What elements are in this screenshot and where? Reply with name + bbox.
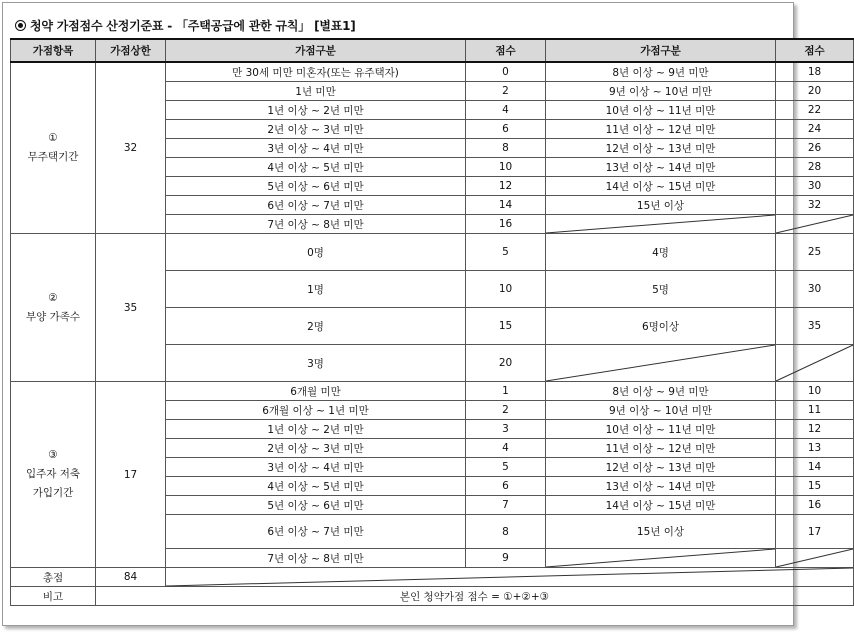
score-right: 26 [776, 139, 854, 158]
group-homeless-period [11, 62, 854, 234]
score-right: 16 [776, 496, 854, 515]
division-left: 1년 미만 [166, 82, 466, 101]
division-left: 2년 이상 ~ 3년 미만 [166, 120, 466, 139]
division-right: 13년 이상 ~ 14년 미만 [546, 158, 776, 177]
score-left: 3 [466, 420, 546, 439]
score-left: 8 [466, 515, 546, 549]
division-right: 11년 이상 ~ 12년 미만 [546, 439, 776, 458]
score-left: 9 [466, 549, 546, 568]
division-right: 10년 이상 ~ 11년 미만 [546, 101, 776, 120]
score-right: 24 [776, 120, 854, 139]
score-right: 32 [776, 196, 854, 215]
division-left: 4년 이상 ~ 5년 미만 [166, 158, 466, 177]
score-table [10, 38, 854, 606]
score-right: 28 [776, 158, 854, 177]
score-right: 30 [776, 271, 854, 308]
score-right: 22 [776, 101, 854, 120]
division-right-blank [546, 549, 776, 568]
header-division-right: 가점구분 [546, 39, 776, 62]
division-left: 6개월 이상 ~ 1년 미만 [166, 401, 466, 420]
division-right: 15년 이상 [546, 196, 776, 215]
division-left: 5년 이상 ~ 6년 미만 [166, 177, 466, 196]
division-left: 7년 이상 ~ 8년 미만 [166, 549, 466, 568]
note-row [11, 587, 854, 606]
division-left: 1명 [166, 271, 466, 308]
total-value: 84 [96, 568, 166, 587]
score-left: 5 [466, 234, 546, 271]
total-blank-cell [166, 568, 854, 587]
summary-rows [11, 568, 854, 606]
score-left: 10 [466, 271, 546, 308]
header-category: 가점항목 [11, 39, 96, 62]
note-text: 본인 청약가점 점수 = ①+②+③ [96, 587, 854, 606]
category-number: ② [48, 291, 58, 304]
score-right-blank [776, 215, 854, 234]
score-left: 4 [466, 439, 546, 458]
division-right: 6명이상 [546, 308, 776, 345]
division-left: 4년 이상 ~ 5년 미만 [166, 477, 466, 496]
total-label: 총점 [11, 568, 96, 587]
category-name: 무주택기간 [27, 151, 79, 163]
division-left: 5년 이상 ~ 6년 미만 [166, 496, 466, 515]
score-right: 25 [776, 234, 854, 271]
max-score-cell: 17 [96, 382, 166, 568]
division-right: 14년 이상 ~ 15년 미만 [546, 496, 776, 515]
score-right: 20 [776, 82, 854, 101]
table-header-row [11, 39, 854, 62]
division-left: 7년 이상 ~ 8년 미만 [166, 215, 466, 234]
division-right: 10년 이상 ~ 11년 미만 [546, 420, 776, 439]
division-right: 12년 이상 ~ 13년 미만 [546, 458, 776, 477]
score-right: 17 [776, 515, 854, 549]
category-cell [11, 62, 96, 234]
score-right: 13 [776, 439, 854, 458]
table-row [11, 382, 854, 401]
division-right: 8년 이상 ~ 9년 미만 [546, 382, 776, 401]
division-left: 6년 이상 ~ 7년 미만 [166, 515, 466, 549]
header-score-left: 점수 [466, 39, 546, 62]
title-text: 청약 가점점수 산정기준표 - 「주택공급에 관한 규칙」 [별표1] [30, 19, 356, 33]
category-name: 입주자 저축 [25, 468, 81, 480]
score-left: 1 [466, 382, 546, 401]
division-left: 6개월 미만 [166, 382, 466, 401]
category-number: ① [48, 132, 58, 144]
score-left: 2 [466, 401, 546, 420]
division-right: 12년 이상 ~ 13년 미만 [546, 139, 776, 158]
division-left: 3년 이상 ~ 4년 미만 [166, 139, 466, 158]
score-right: 35 [776, 308, 854, 345]
score-left: 15 [466, 308, 546, 345]
category-name: 가입기간 [32, 487, 74, 499]
division-right: 11년 이상 ~ 12년 미만 [546, 120, 776, 139]
score-right-blank [776, 345, 854, 382]
category-cell [11, 234, 96, 382]
score-left: 0 [466, 62, 546, 82]
score-left: 7 [466, 496, 546, 515]
division-right: 4명 [546, 234, 776, 271]
header-score-right: 점수 [776, 39, 854, 62]
score-left: 14 [466, 196, 546, 215]
score-left: 6 [466, 120, 546, 139]
header-max: 가점상한 [96, 39, 166, 62]
score-left: 8 [466, 139, 546, 158]
note-label: 비고 [11, 587, 96, 606]
division-right: 8년 이상 ~ 9년 미만 [546, 62, 776, 82]
group-savings-period [11, 382, 854, 568]
score-right: 11 [776, 401, 854, 420]
max-score-cell: 35 [96, 234, 166, 382]
division-right: 14년 이상 ~ 15년 미만 [546, 177, 776, 196]
max-score-cell: 32 [96, 62, 166, 234]
division-left: 6년 이상 ~ 7년 미만 [166, 196, 466, 215]
category-number: ③ [48, 449, 58, 461]
score-left: 4 [466, 101, 546, 120]
division-right: 13년 이상 ~ 14년 미만 [546, 477, 776, 496]
score-left: 6 [466, 477, 546, 496]
division-right-blank [546, 345, 776, 382]
division-left: 1년 이상 ~ 2년 미만 [166, 420, 466, 439]
division-right-blank [546, 215, 776, 234]
score-right-blank [776, 549, 854, 568]
score-left: 2 [466, 82, 546, 101]
score-right: 12 [776, 420, 854, 439]
header-division-left: 가점구분 [166, 39, 466, 62]
group-dependents [11, 234, 854, 382]
score-left: 5 [466, 458, 546, 477]
score-left: 16 [466, 215, 546, 234]
score-left: 20 [466, 345, 546, 382]
division-right: 15년 이상 [546, 515, 776, 549]
division-left: 2년 이상 ~ 3년 미만 [166, 439, 466, 458]
score-right: 15 [776, 477, 854, 496]
total-row [11, 568, 854, 587]
division-left: 3명 [166, 345, 466, 382]
category-name: 부양 가족수 [25, 310, 81, 323]
division-left: 만 30세 미만 미혼자(또는 유주택자) [166, 62, 466, 82]
category-cell [11, 382, 96, 568]
division-right: 9년 이상 ~ 10년 미만 [546, 401, 776, 420]
score-right: 18 [776, 62, 854, 82]
division-right: 9년 이상 ~ 10년 미만 [546, 82, 776, 101]
division-left: 3년 이상 ~ 4년 미만 [166, 458, 466, 477]
score-right: 30 [776, 177, 854, 196]
table-row [11, 62, 854, 82]
score-left: 12 [466, 177, 546, 196]
division-right: 5명 [546, 271, 776, 308]
score-left: 10 [466, 158, 546, 177]
division-left: 0명 [166, 234, 466, 271]
table-row [11, 234, 854, 271]
division-left: 1년 이상 ~ 2년 미만 [166, 101, 466, 120]
bullet-icon [15, 20, 26, 31]
division-left: 2명 [166, 308, 466, 345]
score-right: 14 [776, 458, 854, 477]
score-right: 10 [776, 382, 854, 401]
document-title [15, 17, 356, 34]
